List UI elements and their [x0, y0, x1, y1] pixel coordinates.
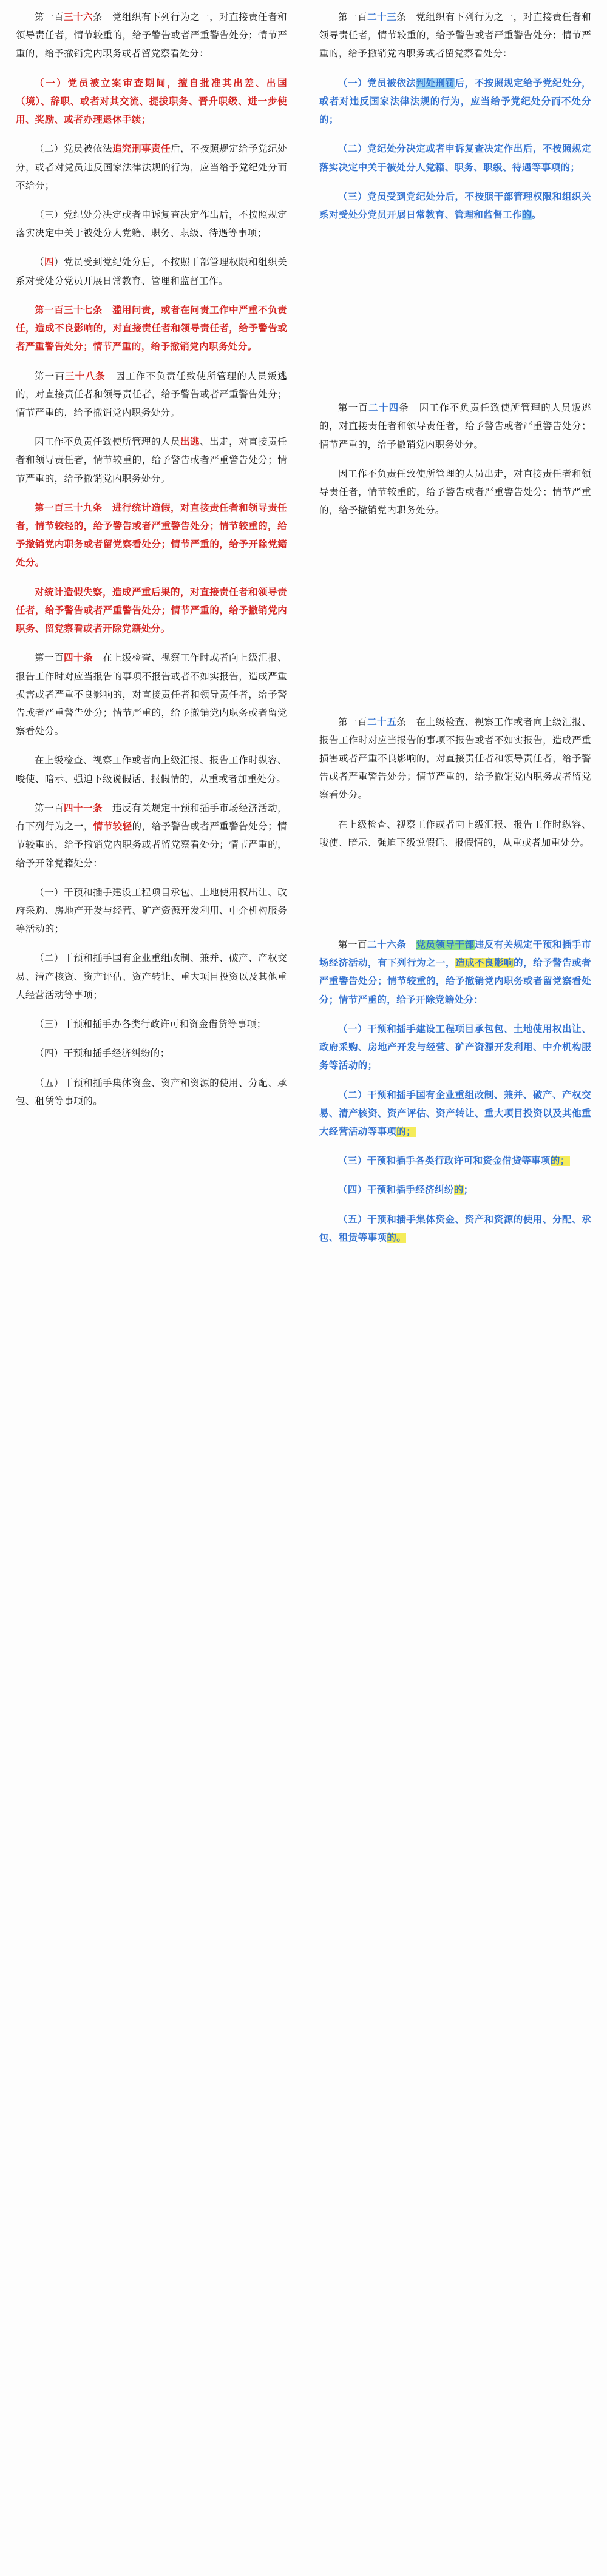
text-run: （五）干预和插手集体资金、资产和资源的使用、分配、承包、租赁等事项的。: [16, 1077, 287, 1107]
text-run: 第一百: [35, 653, 64, 664]
paragraph: [16, 254, 287, 290]
column-left: [0, 0, 304, 1146]
paragraph: [16, 206, 287, 243]
text-run: 的: [521, 209, 532, 220]
text-run: 第一百: [35, 803, 64, 814]
text-run: 条 党组织有下列行为之一，对直接责任者和领导责任者，情节较重的，给予警告或者严重警告处分；情节严重的，给予撤销党内职务或者留党察看处分：: [319, 12, 592, 59]
paragraph: [16, 75, 287, 130]
text-run: 造成不良影响: [455, 958, 514, 969]
text-run: 在上级检查、视察工作或者向上级汇报、报告工作时纵容、唆使、暗示、强迫下级说假话、报假情的，从重或者加重处分。: [16, 755, 287, 784]
text-run: （三）党纪处分决定或者申诉复查决定作出后，不按照规定落实决定中关于被处分人党籍、职务、职级、待遇等事项；: [16, 209, 287, 239]
text-run: 的。: [387, 1232, 407, 1243]
paragraph: [319, 399, 591, 454]
text-run: 后，不按照规定给予党纪处分，或者对违反国家法律法规的行为，应当给予党纪处分而不处分的；: [319, 78, 592, 126]
text-run: 第一百: [338, 716, 368, 727]
paragraph: [319, 936, 591, 1010]
paragraph: [319, 75, 591, 130]
text-run: 对统计造假失察，造成严重后果的，对直接责任者和领导责任者，给予警告或者严重警告处分；情节严重的，给予撤销党内职务、留党察看或者开除党籍处分。: [16, 587, 287, 635]
text-run: （三）干预和插手办各类行政许可和资金借贷等事项；: [35, 1019, 266, 1030]
paragraph: [16, 1074, 287, 1111]
text-run: （一）干预和插手建设工程项目承包包、土地使用权出让、政府采购、房地产开发与经营、矿产资源开发利用、中介机构服务等活动的；: [319, 1023, 591, 1071]
text-run: 第一百: [35, 12, 64, 22]
paragraph: [319, 1087, 591, 1142]
text-run: 四: [44, 257, 55, 268]
text-run: 三十六: [64, 12, 93, 22]
text-run: 二十三: [367, 12, 397, 22]
text-run: （四）干预和插手经济纠纷的；: [35, 1048, 170, 1059]
text-run: （: [35, 257, 45, 268]
text-run: （二）干预和插手国有企业重组改制、兼并、破产、产权交易、清产核资、资产评估、资产转让、重大项目投资以及其他重大经营活动等事项: [319, 1090, 591, 1137]
text-run: [406, 940, 416, 950]
text-run: 在上级检查、视察工作或者向上级汇报、报告工作时纵容、唆使、暗示、强迫下级说假话、报假情的，从重或者加重处分。: [319, 819, 591, 848]
text-run: 情节较轻: [93, 821, 132, 832]
paragraph: [319, 713, 591, 805]
text-run: ；: [463, 1185, 473, 1196]
text-run: 的；: [550, 1156, 570, 1167]
text-run: 的，给予警告或者严重警告处分；情节较重的，给予撤销党内职务或者留党察看处分；情节严重的，给予开除党籍处分：: [319, 958, 591, 1005]
text-run: 、出走，对直接责任者和领导责任者，情节较重的，给予警告或者严重警告处分；情节严重的，给予撤销党内职务处分。: [16, 437, 287, 484]
vertical-spacer: [319, 863, 591, 936]
text-run: 判处刑罚: [416, 78, 455, 89]
paragraph: [16, 800, 287, 873]
paragraph: [16, 884, 287, 939]
text-run: 的: [453, 1185, 464, 1196]
text-run: （五）干预和插手集体资金、资产和资源的使用、分配、承包、租赁等事项: [319, 1214, 591, 1243]
text-run: 条 在上级检查、视察工作或者向上级汇报、报告工作时对应当报告的事项不报告或者不如实报告，造成严重损害或者严重不良影响的，对直接责任者和领导责任者，给予警告或者严重警告处分；情节严重的，给予撤销党内职务或者留党察看处分。: [319, 716, 592, 801]
text-run: 违反有关规定干预和插手市场经济活动，有下列行为之一，: [16, 803, 287, 832]
text-run: 第一百: [338, 940, 368, 951]
text-run: （二）干预和插手国有企业重组改制、兼并、破产、产权交易、清产核资、资产评估、资产转让、重大项目投资以及其他重大经营活动等事项；: [16, 953, 287, 1000]
text-run: 二十六条: [367, 940, 407, 951]
text-run: 因工作不负责任致使所管理的人员出走，对直接责任者和领导责任者，情节较重的，给予警告或者严重警告处分；情节严重的，给予撤销党内职务处分。: [319, 468, 591, 516]
text-run: （三）党员受到党纪处分后，不按照干部管理权限和组织关系对受处分党员开展日常教育、管理和监督工作: [319, 191, 591, 220]
paragraph: [16, 584, 287, 639]
paragraph: [16, 752, 287, 788]
text-run: 四十一条: [64, 803, 103, 814]
text-run: 。: [531, 209, 541, 220]
paragraph: [16, 499, 287, 573]
text-run: 因工作不负责任致使所管理的人员叛逃的，对直接责任者和领导责任者，给予警告或者严重警告处分；情节严重的，给予撤销党内职务处分。: [16, 371, 287, 418]
paragraph: [16, 8, 287, 64]
paragraph: [319, 1211, 591, 1247]
paragraph: [16, 368, 287, 423]
text-run: 条 因工作不负责任致使所管理的人员叛逃的，对直接责任者和领导责任者，给予警告或者严重警告处分；情节严重的，给予撤销党内职务处分。: [319, 403, 591, 450]
text-run: 条 党组织有下列行为之一，对直接责任者和领导责任者，情节较重的，给予警告或者严重警告处分；情节严重的，给予撤销党内职务或者留党察看处分：: [16, 12, 287, 59]
text-run: 第一百: [338, 403, 369, 414]
paragraph: [16, 140, 287, 195]
paragraph: [16, 1045, 287, 1063]
text-run: 出逃: [180, 437, 200, 448]
text-run: 二十五: [367, 716, 397, 727]
text-run: 第一百三十九条 进行统计造假，对直接责任者和领导责任者，情节较轻的，给予警告或者严重警告处分；情节较重的，给予撤销党内职务或者留党察看处分；情节严重的，给予开除党籍处分。: [16, 502, 287, 568]
text-run: 后，不按照规定给予党纪处分，或者对党员违反国家法律法规的行为，应当给予党纪处分而不给分；: [16, 144, 287, 191]
text-run: 追究刑事责任: [112, 144, 171, 155]
text-run: （一）党员被依法: [338, 78, 416, 89]
text-run: 第一百三十七条 滥用问责，或者在问责工作中严重不负责任，造成不良影响的，对直接责任者和领导责任者，给予警告或者严重警告处分；情节严重的，给予撤销党内职务处分。: [16, 305, 287, 352]
paragraph: [319, 816, 591, 852]
text-run: 第一百: [35, 371, 66, 382]
text-run: 因工作不负责任致使所管理的人员: [35, 437, 181, 448]
text-run: ）党员受到党纪处分后，不按照干部管理权限和组织关系对受处分党员开展日常教育、管理和监督工作。: [16, 257, 288, 286]
text-run: 第一百: [338, 12, 368, 22]
paragraph: [319, 188, 591, 224]
vertical-spacer: [319, 531, 591, 713]
text-run: （一）党员被立案审查期间，: [35, 78, 178, 89]
text-run: 违反有关规定干预和插手市场经济活动，有下列行为之一，: [319, 940, 591, 969]
text-run: 在上级检查、视察工作时或者向上级汇报、报告工作时对应当报告的事项不报告或者不如实报告，造成严重损害或者严重不良影响的，对直接责任者和领导责任者，给予警告或者严重警告处分；情节严重的，给予撤销党内职务或者留党察看处分。: [16, 653, 287, 737]
paragraph: [16, 649, 287, 741]
text-run: 三十八条: [65, 371, 106, 382]
paragraph: [319, 1020, 591, 1076]
paragraph: [319, 465, 591, 521]
text-run: 的；: [396, 1127, 416, 1137]
text-run: 党员领导干部: [416, 940, 475, 951]
text-run: （二）党纪处分决定或者申诉复查决定作出后，不按照规定落实决定中关于被处分人党籍、职务、职级、待遇等事项的；: [319, 144, 591, 173]
paragraph: [16, 1016, 287, 1034]
text-run: （四）干预和插手经济纠纷: [338, 1185, 454, 1196]
vertical-spacer: [319, 235, 591, 399]
text-run: （二）党员被依法: [35, 144, 113, 155]
paragraph: [16, 433, 287, 488]
paragraph: [319, 1181, 591, 1199]
text-run: （一）干预和插手建设工程项目承包、土地使用权出让、政府采购、房地产开发与经营、矿产资源开发利用、中介机构服务等活动的；: [16, 887, 287, 935]
text-run: 擅自批准其出差、出国（境）、辞职、或者对其交流、提拔职务、晋升职级、进一步使用、奖励、或者办理退休手续；: [16, 78, 287, 126]
paragraph: [16, 302, 287, 357]
paragraph: [16, 949, 287, 1005]
text-run: 二十四: [368, 403, 399, 414]
column-right: [304, 0, 607, 1283]
paragraph: [319, 140, 591, 177]
paragraph: [319, 8, 591, 64]
text-run: （三）干预和插手各类行政许可和资金借贷等事项: [338, 1156, 551, 1167]
text-run: 四十条: [64, 653, 93, 664]
paragraph: [319, 1152, 591, 1170]
text-run: 的，给予警告或者严重警告处分；情节较重的，给予撤销党内职务或者留党察看处分；情节严重的，给予开除党籍处分：: [16, 821, 288, 869]
